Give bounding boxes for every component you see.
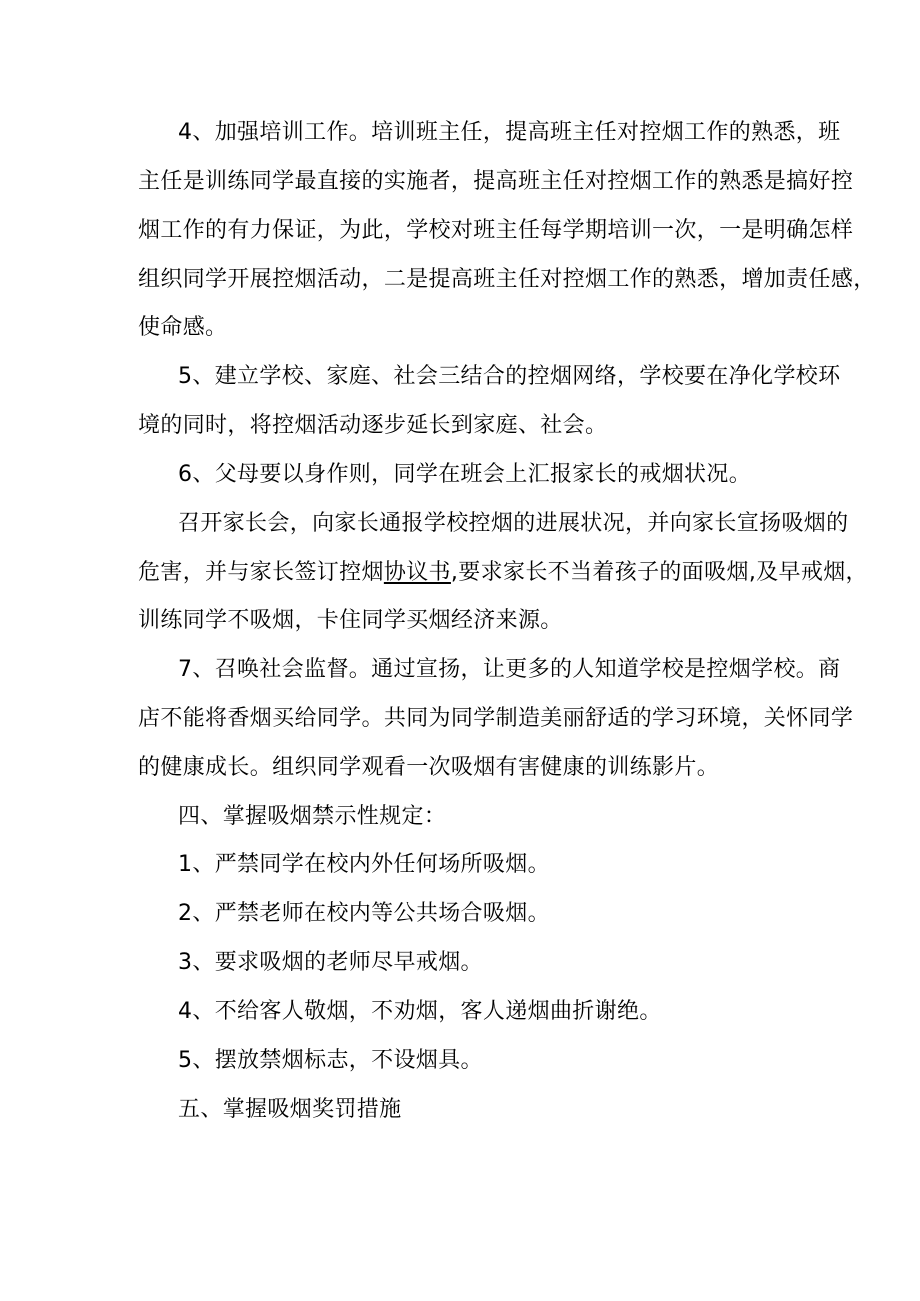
text-span: 危害，并与家长签订控烟 <box>138 560 384 585</box>
list-item: 4、不给客人敬烟，不劝烟，客人递烟曲折谢绝。 <box>178 999 662 1024</box>
text-line: 4、加强培训工作。培训班主任，提高班主任对控烟工作的熟悉，班 <box>178 120 841 145</box>
list-item: 1、严禁同学在校内外任何场所吸烟。 <box>178 852 550 877</box>
text-line: 组织同学开展控烟活动，二是提高班主任对控烟工作的熟悉，增加责任感， <box>138 267 876 292</box>
list-item: 5、摆放禁烟标志，不设烟具。 <box>178 1048 483 1073</box>
text-line: 的健康成长。组织同学观看一次吸烟有害健康的训练影片。 <box>138 755 720 780</box>
section-heading: 四、掌握吸烟禁示性规定： <box>178 804 447 829</box>
list-item: 2、严禁老师在校内等公共场合吸烟。 <box>178 901 550 926</box>
list-item: 3、要求吸烟的老师尽早戒烟。 <box>178 950 483 975</box>
text-line: 5、建立学校、家庭、社会三结合的控烟网络，学校要在净化学校环 <box>178 364 841 389</box>
text-line: 7、召唤社会监督。通过宣扬，让更多的人知道学校是控烟学校。商 <box>178 657 841 682</box>
text-line <box>138 558 868 588</box>
text-line: 境的同时，将控烟活动逐步延长到家庭、社会。 <box>138 413 608 438</box>
text-line: 训练同学不吸烟，卡住同学买烟经济来源。 <box>138 608 563 633</box>
text-line: 6、父母要以身作则，同学在班会上汇报家长的戒烟状况。 <box>178 462 752 487</box>
text-line: 烟工作的有力保证，为此，学校对班主任每学期培训一次，一是明确怎样 <box>138 218 854 243</box>
text-line: 主任是训练同学最直接的实施者，提高班主任对控烟工作的熟悉是搞好控 <box>138 169 854 194</box>
section-heading: 五、掌握吸烟奖罚措施 <box>178 1097 402 1122</box>
text-line: 使命感。 <box>138 315 228 340</box>
agreement-link[interactable]: 协议书 <box>383 560 451 585</box>
text-span: ,要求家长不当着孩子的面吸烟,及早戒烟， <box>450 560 868 585</box>
text-line: 店不能将香烟买给同学。共同为同学制造美丽舒适的学习环境，关怀同学 <box>138 706 854 731</box>
text-line: 召开家长会，向家长通报学校控烟的进展状况，并向家长宣扬吸烟的 <box>178 511 849 536</box>
